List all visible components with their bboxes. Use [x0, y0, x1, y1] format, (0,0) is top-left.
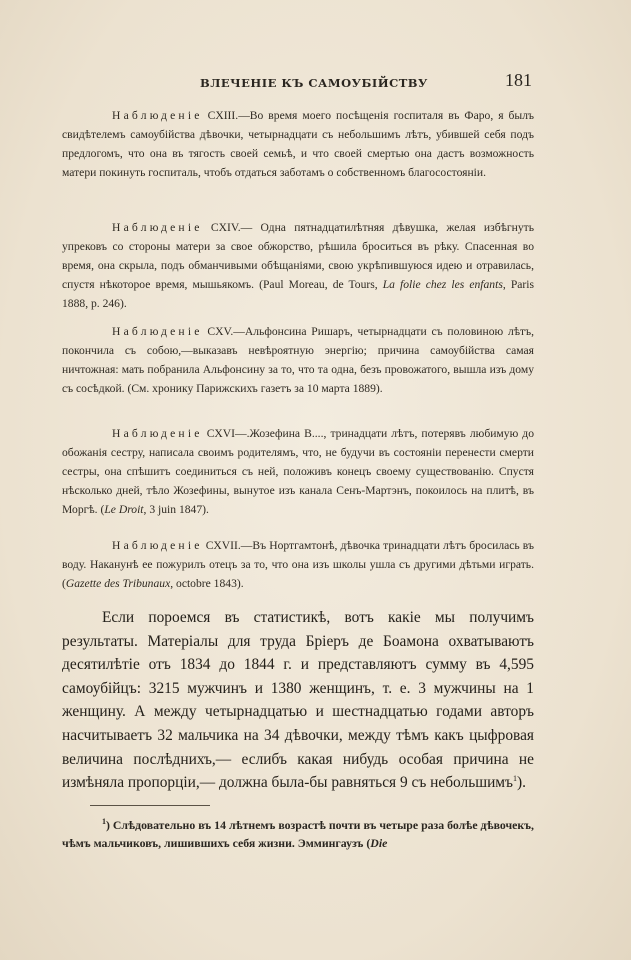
- footnote: [62, 816, 534, 852]
- main-paragraph: [62, 606, 534, 795]
- observation-number: CXVI: [206, 427, 236, 440]
- observation-label: Наблюденіе: [112, 539, 203, 552]
- observation-text: .— Одна пятнадцатилѣтняя дѣвушка, желая избѣгнуть упрековъ со стороны матери за свое обжорство, рѣшила броситься въ рѣку. Спасенная во время, она скрыла, подъ обманчивыми обѣщаніями, свою укрѣпившуюся идею и отравилась, спустя нѣкоторое время, мышьякомъ. (Paul Moreau, de Tours,: [62, 221, 535, 291]
- footnote-rule: [90, 805, 210, 806]
- observation-text: .—Альфонсина Ришаръ, четырнадцати съ половиною лѣтъ, покончила съ собою,—выказавъ невѣроятную энергію; причина самоубійства самая ничтожная: мать побранила Альфонсину за то, что та одна, безъ провожатого, вышла изъ дому съ сосѣдкой. (См. хронику Парижскихъ газетъ за 10 марта 1889).: [62, 325, 534, 395]
- main-paragraph-text: Если пороемся въ статистикѣ, вотъ какіе мы получимъ результаты. Матеріалы для труда Бріеръ де Боамона охватываютъ десятилѣтіе отъ 1834 до 1844 г. и представляютъ сумму въ 4,595 самоубійцъ: 3215 мужчинъ и 1380 женщинъ, т. е. 3 мужчины на 1 женщину. А между четырнадцатью и шестнадцатью годами авторъ насчитываетъ 32 мальчика на 34 дѣвочки, между тѣмъ какъ цыфровая величина послѣднихъ,— еслибъ какая нибудь особая причина не измѣняла пропорціи,— должна была-бы равняться 9 съ небольшимъ: [62, 609, 534, 792]
- footnote-text: ) Слѣдовательно въ 14 лѣтнемъ возрастѣ почти въ четыре раза болѣе дѣвочекъ, чѣмъ мальчиковъ, лишившихъ себя жизни. Эммингаузъ (: [62, 818, 534, 850]
- observation-label: Наблюденіе: [112, 325, 203, 338]
- page-header: [0, 70, 631, 100]
- observation-label: Наблюденіе: [112, 221, 203, 234]
- observation-text: .—Въ Нортгамтонѣ, дѣвочка тринадцати лѣтъ бросилась въ воду. Наканунѣ ее пожурилъ отецъ за то, что она изъ школы ушла съ другими дѣтьми играть. (: [62, 539, 534, 590]
- observation-text: .—Во время моего посѣщенія госпиталя въ Фаро, я былъ свидѣтелемъ самоубійства дѣвочки, четырнадцати съ небольшимъ лѣтъ, убившей себя подъ предлогомъ, что она въ тягость своей семьѣ, и что своей смертью она дастъ возможность матери покинуть госпиталь, чтобъ отдаться заботамъ о собственномъ благосостояніи.: [62, 109, 534, 179]
- footnote-mark: 1: [102, 817, 106, 827]
- page-number: 181: [505, 70, 532, 90]
- observation-source-title: La folie chez les enfants: [382, 278, 503, 291]
- running-head: ВЛЕЧЕНІЕ КЪ САМОУБІЙСТВУ: [200, 76, 428, 90]
- observation-number: CXV: [207, 325, 231, 338]
- observation-cxvi: [62, 424, 534, 519]
- observation-cxvii: [62, 536, 534, 593]
- observation-text-end: , Paris 1888, p. 246).: [62, 278, 535, 310]
- observation-text-end: , 3 juin 1847).: [143, 503, 209, 516]
- footnote-source-title: Die: [370, 836, 388, 850]
- observation-number: CXIV: [210, 221, 238, 234]
- observation-label: Наблюденіе: [112, 109, 203, 122]
- observation-source-title: Gazette des Tribunaux: [65, 577, 171, 590]
- observation-text: —.Жозефина В...., тринадцати лѣтъ, потерявъ любимую до обожанія сестру, написала своимъ родителямъ, что, не будучи въ состояніи перенести смерти сестры, она спѣшитъ соединиться съ ней, положивъ конецъ своему существованію. Спустя нѣсколько дней, тѣло Жозефины, вынутое изъ канала Сенъ-Мартэнъ, покоилось на плитѣ, въ Моргѣ. (: [62, 427, 535, 516]
- observation-text-end: , octobre 1843).: [170, 577, 244, 590]
- main-paragraph-end: ).: [517, 774, 526, 792]
- observation-cxiv: [62, 218, 534, 313]
- observation-cxiii: [62, 106, 534, 182]
- observation-number: CXIII: [207, 109, 236, 122]
- observation-cxv: [62, 322, 534, 398]
- observation-label: Наблюденіе: [112, 427, 203, 440]
- observation-source-title: Le Droit: [104, 503, 144, 516]
- footnote-reference: 1: [513, 774, 518, 784]
- observation-number: CXVII: [205, 539, 238, 552]
